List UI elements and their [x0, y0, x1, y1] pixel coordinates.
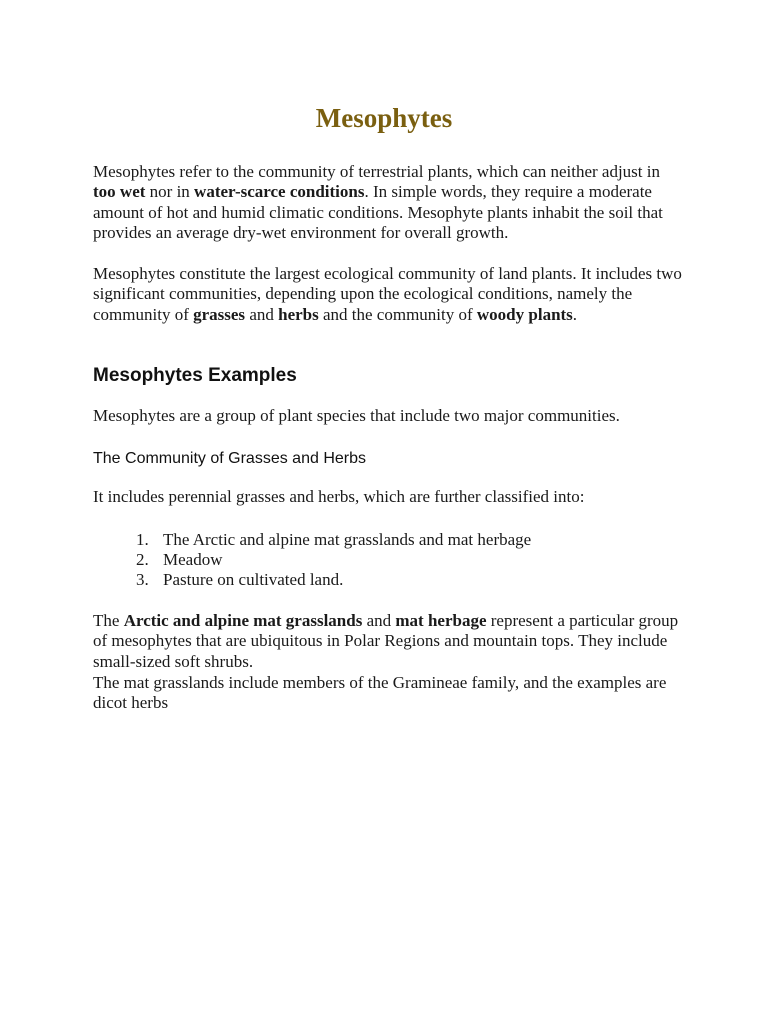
arctic-paragraph [93, 611, 683, 672]
list-number: 2. [136, 550, 149, 569]
bold-text: grasses [193, 304, 246, 324]
list-item [136, 550, 676, 570]
text-run: represent a particular group of mesophytes that are ubiquitous in Polar Regions and mountain tops. They include small-sized soft shrubs. [93, 611, 679, 671]
list-number: 3. [136, 570, 149, 589]
text-run: and the community of [318, 304, 477, 324]
bold-text: too wet [93, 182, 146, 202]
text-run: The [93, 611, 124, 630]
section-heading: Mesophytes Examples [93, 365, 297, 386]
bold-text: woody plants [476, 304, 573, 324]
list-item [136, 570, 676, 590]
intro-paragraph-2 [93, 264, 683, 325]
list-item-text: The Arctic and alpine mat grasslands and mat herbage [163, 530, 532, 549]
text-run: Mesophytes refer to the community of terrestrial plants, which can neither adjust in [93, 162, 660, 181]
subsection-heading: The Community of Grasses and Herbs [93, 450, 366, 467]
mat-grasslands-paragraph: The mat grasslands include members of the Gramineae family, and the examples are dicot herbs [93, 673, 667, 713]
text-run: Mesophytes constitute the largest ecological community of land plants. It includes two significant communities, depending upon the ecological conditions, namely the community of [93, 264, 682, 324]
section-intro: Mesophytes are a group of plant species that include two major communities. [93, 406, 620, 425]
text-run: and [362, 611, 396, 630]
bold-text: herbs [278, 304, 319, 324]
bold-text: Arctic and alpine mat grasslands [123, 611, 363, 630]
text-run: . In simple words, they require a moderate amount of hot and humid climatic conditions. Mesophyte plants inhabit the soil that provides an average dry-wet environment for overall growth. [93, 182, 663, 243]
list-item-text: Pasture on cultivated land. [163, 570, 344, 589]
text-run: . [572, 304, 578, 324]
bold-text: water-scarce conditions [194, 182, 365, 202]
intro-paragraph-1 [93, 162, 683, 244]
bold-text: mat herbage [395, 611, 487, 630]
list-item [136, 530, 676, 550]
subsection-intro: It includes perennial grasses and herbs, which are further classified into: [93, 487, 585, 506]
text-run: nor in [145, 182, 195, 202]
classification-list [136, 530, 676, 590]
list-item-text: Meadow [163, 550, 223, 569]
list-number: 1. [136, 530, 149, 549]
text-run: and [245, 304, 279, 324]
page-title: Mesophytes [315, 103, 453, 133]
